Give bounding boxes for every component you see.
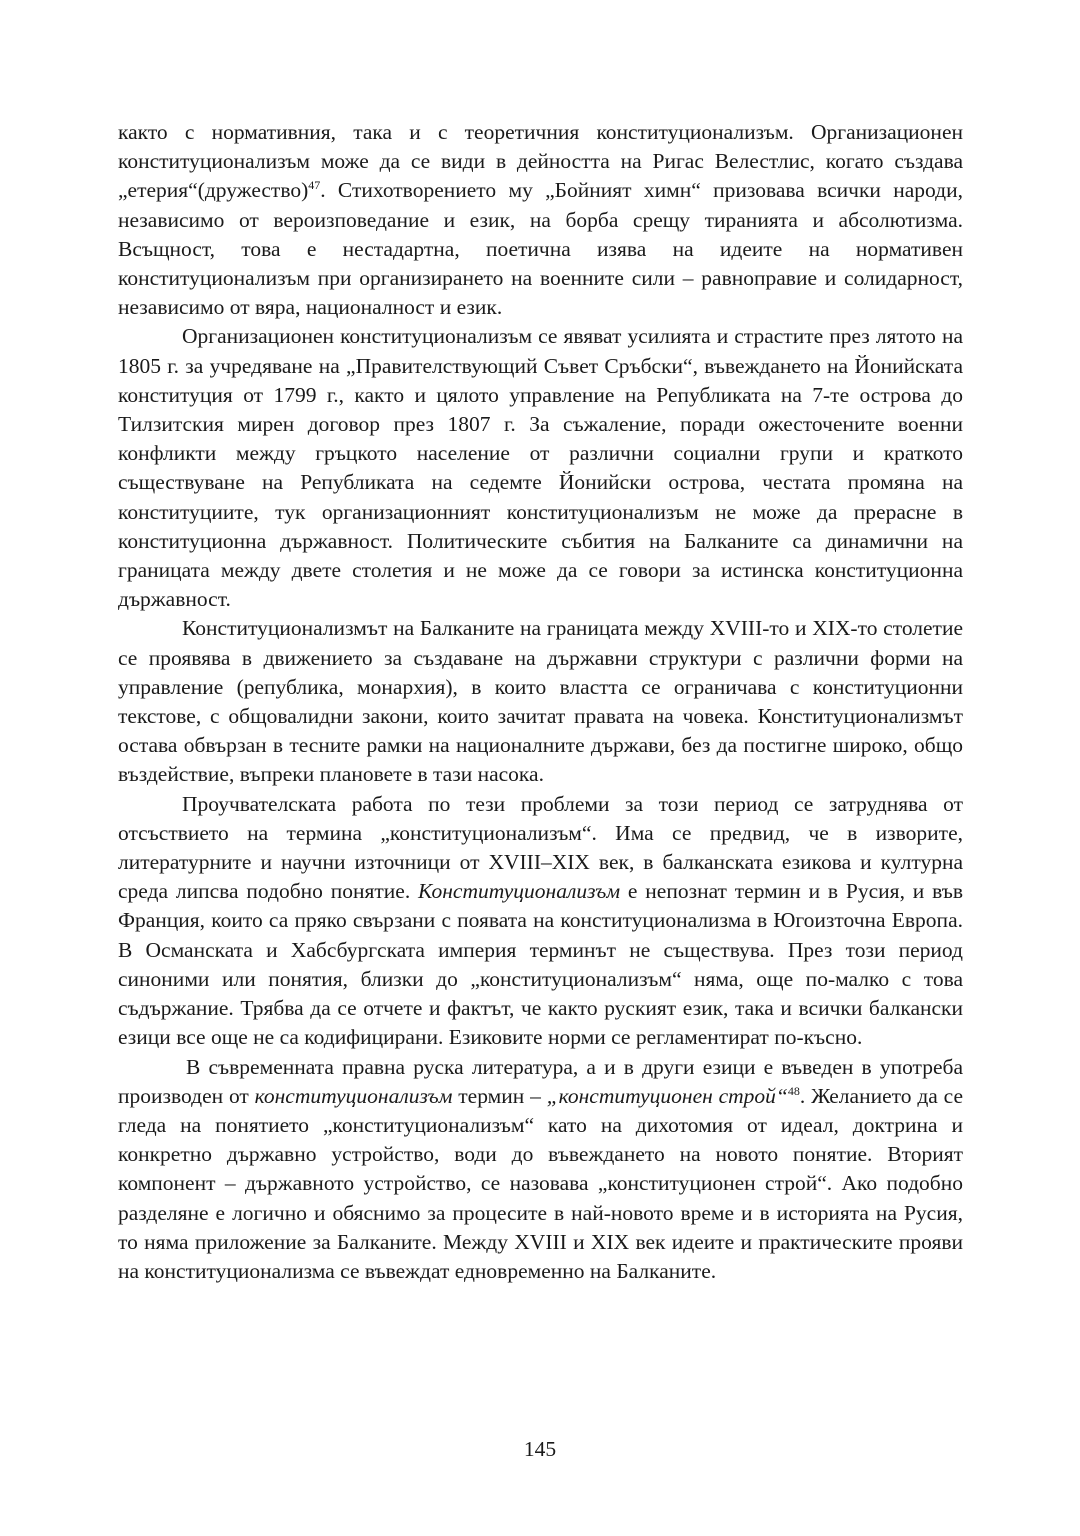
paragraph-3-text: Конституционализмът на Балканите на границата между XVIII-то и XIX-то столетие се проявява в движението за създаване на държавни структури с различни форми на управление (република, монархия), в които властта се ограничава с конституционни текстове, с общовалидни закони, които зачитат правата на човека. Конституционализмът остава обвързан в тесните рамки на националните държави, без да постигне широко, общо въздействие, въпреки плановете в тази насока. bbox=[118, 616, 963, 787]
paragraph-5-text-b: термин – bbox=[452, 1083, 547, 1108]
footnote-ref-47[interactable]: 47 bbox=[308, 178, 321, 193]
paragraph-5 bbox=[118, 1053, 963, 1287]
paragraph-5-text-c: . Желанието да се гледа на понятието „конституционализъм“ като на дихотомия от идеал, доктрина и конкретно държавно устройство, води до въвеждането на новото понятие. Вторият компонент – държавното устройство, се назовава „конституционен строй“. Ако подобно разделяне е логично и обяснимо за процесите в най-новото време и в историята на Русия, то няма приложение за Балканите. Между XVIII и XIX век идеите и практическите прояви на конституционализма се въвеждат едновременно на Балканите. bbox=[118, 1083, 963, 1283]
paragraph-1-text-b: . Стихотворението му „Бойният химн“ призовава всички народи, независимо от вероизповедание и език, на борба срещу тиранията и абсолютизма. Всъщност, това е нестадартна, поетична изява на идеите на нормативен конституционализъм при организирането на военните сили – равноправие и солидарност, независимо от вяра, националност и език. bbox=[118, 178, 963, 320]
paragraph-3 bbox=[118, 614, 963, 789]
page-number: 145 bbox=[523, 1437, 557, 1461]
footnote-ref-48[interactable]: 48 bbox=[787, 1083, 800, 1098]
paragraph-1 bbox=[118, 118, 963, 322]
paragraph-4-text-b: е непознат термин и в Русия, и във Франция, които са пряко свързани с появата на конституционализма в Югоизточна Европа. В Османската и Хабсбургската империя терминът не съществува. През този период синоними или понятия, близки до „конституционализъм“ няма, още по-малко с това съдържание. Трябва да се отчете и фактът, че както руският език, така и всички балкански езици все още не са кодифицирани. Езиковите норми се регламентират по-късно. bbox=[118, 879, 963, 1050]
paragraph-5-italic-term-2: „конституционен строй“ bbox=[546, 1083, 788, 1108]
paragraph-5-italic-term-1: конституционализъм bbox=[254, 1083, 453, 1108]
paragraph-4-italic-term: Конституционализъм bbox=[418, 879, 621, 904]
paragraph-2 bbox=[118, 322, 963, 614]
paragraph-4 bbox=[118, 790, 963, 1053]
paragraph-1-text-a: както с нормативния, така и с теоретичния конституционализъм. Организационен конституционализъм може да се види в дейността на Ригас Велестлис, когато създава „етерия“(дружество) bbox=[118, 120, 963, 203]
paragraph-2-text: Организационен конституционализъм се явяват усилията и страстите през лятото на 1805 г. за учредяване на „Правителствующий Съвет Сръбски“, въвеждането на Йонийската конституция от 1799 г., както и цялото управление на Републиката на 7-те острова до Тилзитския мирен договор през 1807 г. За съжаление, поради ожесточените военни конфликти между гръцкото население от различни социални групи и краткото съществуване на Републиката на седемте Йонийски острова, честата промяна на конституциите, тук организационният конституционализъм не може да прерасне в конституционна държавност. Политическите събития на Балканите са динамични на границата между двете столетия и не може да се говори за истинска конституционна държавност. bbox=[118, 324, 963, 612]
paragraph-4-text-a: Проучвателската работа по тези проблеми за този период се затруднява от отсъствието на термина „конституционализъм“. Има се предвид, че в изворите, литературните и научни източници от XVIII–XIX век, в балканската езикова и културна среда липсва подобно понятие. bbox=[118, 791, 963, 904]
page-body bbox=[118, 118, 963, 1286]
paragraph-5-text-a: В съвременната правна руска литература, а и в други езици е въведен в употреба производен от bbox=[118, 1054, 963, 1108]
